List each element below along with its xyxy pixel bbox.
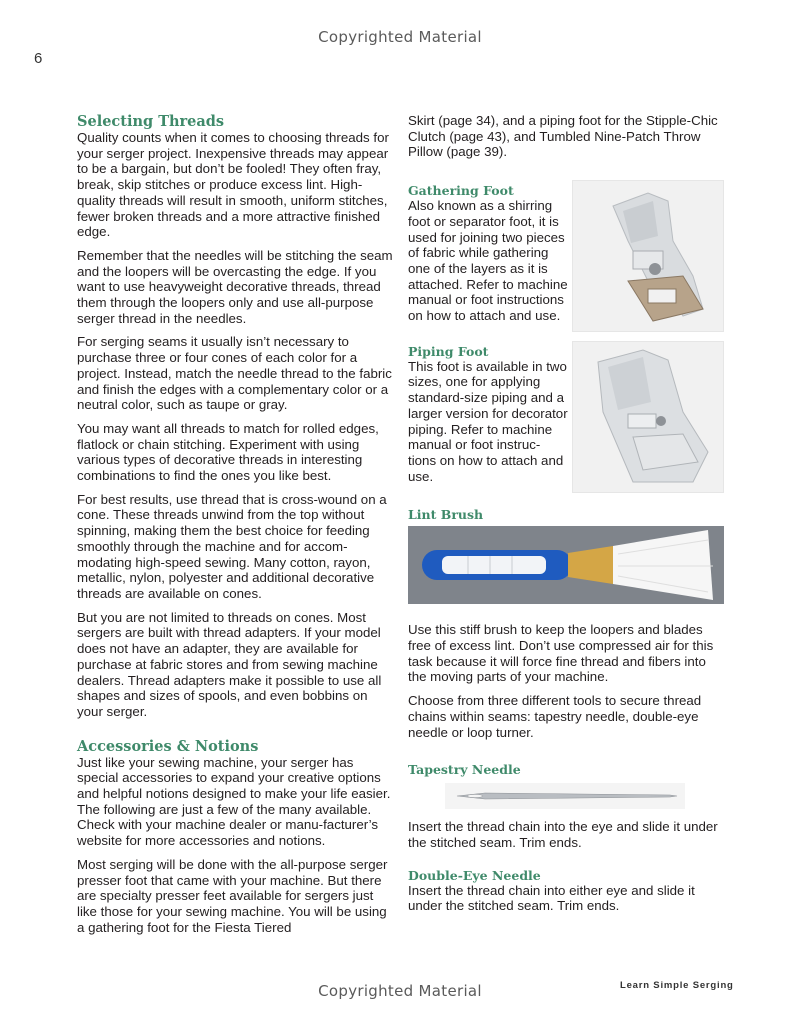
paragraph: Just like your sewing machine, your serger has special accessories to expand your creative options and helpful notions designed to make your life easier. The following are just a few of the many available. Check with your machine dealer or manu-facturer’s website for more accessories and notions. <box>77 754 391 849</box>
watermark-top: Copyrighted Material <box>318 28 482 46</box>
running-footer: Learn Simple Serging <box>620 980 734 991</box>
subheading-piping-foot: Piping Foot <box>408 343 489 359</box>
paragraph: For best results, use thread that is cross-wound on a cone. These threads unwind from the top without spinning, making them the best choice for feeding smoothly through the machine and for accom-modating high-speed sewing. Many cotton, rayon, metallic, nylon, polyester and additional decorative threads are available on cones. <box>77 491 387 601</box>
section-heading-selecting-threads: Selecting Threads <box>77 113 225 130</box>
gathering-foot-block <box>408 183 726 324</box>
subheading-gathering-foot: Gathering Foot <box>408 183 514 199</box>
lint-brush-text: Use this stiff brush to keep the loopers and blades free of excess lint. Don’t use compressed air for this task because it will force fine thread and fibers into the moving parts of your machine. <box>408 622 714 685</box>
continued-paragraph: Skirt (page 34), and a piping foot for the Stipple-Chic Clutch (page 43), and Tumbled Nine-Patch Throw Pillow (page 39). <box>408 113 718 160</box>
paragraph: For serging seams it usually isn’t necessary to purchase three or four cones of each color for a project. Instead, match the needle thread to the fabric and finish the edges with a complementary color or a neutral color, such as taupe or gray. <box>77 334 392 413</box>
section-heading-accessories: Accessories & Notions <box>77 737 259 755</box>
lint-brush-image <box>408 526 724 604</box>
page-number: 6 <box>34 50 43 67</box>
tapestry-needle-text: Insert the thread chain into the eye and slide it under the stitched seam. Trim ends. <box>408 819 718 850</box>
subheading-double-eye-needle: Double-Eye Needle <box>408 867 541 883</box>
paragraph: Remember that the needles will be stitching the seam and the loopers will be overcasting the edge. If you want to use heavyweight decorative threads, thread them through the loopers only and use all-purpose serger thread in the needles. <box>77 247 393 326</box>
gathering-foot-image <box>572 180 724 332</box>
paragraph: Most serging will be done with the all-purpose serger presser foot that came with your machine. But there are specialty presser feet available for sergers just like those for your sewing machine. You will be using a gathering foot for the Fiesta Tiered <box>77 856 388 935</box>
watermark-bottom: Copyrighted Material <box>318 982 482 1000</box>
piping-foot-image <box>572 341 724 493</box>
double-eye-needle-text: Insert the thread chain into either eye and slide it under the stitched seam. Trim ends. <box>408 882 695 914</box>
piping-foot-text: This foot is available in two sizes, one for applying standard-size piping and a larger version for decorator piping. Refer to machine manual or foot instruc-tions on how to attach and use. <box>408 358 568 484</box>
right-column <box>408 113 726 914</box>
paragraph: But you are not limited to threads on cones. Most sergers are built with thread adapters. If your model does not have an adapter, they are available for purchase at fabric stores and from sewing machine dealers. Thread adapters make it possible to use all shapes and sizes of spools, and even bobbins on your serger. <box>77 609 382 719</box>
left-column <box>77 113 395 935</box>
subheading-lint-brush: Lint Brush <box>408 507 484 523</box>
tapestry-needle-image <box>445 783 685 809</box>
gathering-foot-text: Also known as a shirring foot or separator foot, it is used for joining two pieces of fabric while gathering one of the layers as it is attached. Refer to machine manual or foot instructions on how to attach and use. <box>408 198 568 324</box>
subheading-tapestry-needle: Tapestry Needle <box>408 762 521 778</box>
paragraph: You may want all threads to match for rolled edges, flatlock or chain stitching. Experiment with using various types of decorative threads in interesting combinations to find the ones you like best. <box>77 420 379 484</box>
tools-text: Choose from three different tools to secure thread chains within seams: tapestry needle, double-eye needle or loop turner. <box>408 693 702 740</box>
piping-foot-block <box>408 344 726 485</box>
paragraph: Quality counts when it comes to choosing threads for your serger project. Inexpensive threads may appear to be a bargain, but don’t be fooled! They often fray, break, skip stitches or produce excess lint. High-quality threads will result in smooth, uniform stitches, fewer broken threads and a more attractive finished edge. <box>77 130 389 240</box>
